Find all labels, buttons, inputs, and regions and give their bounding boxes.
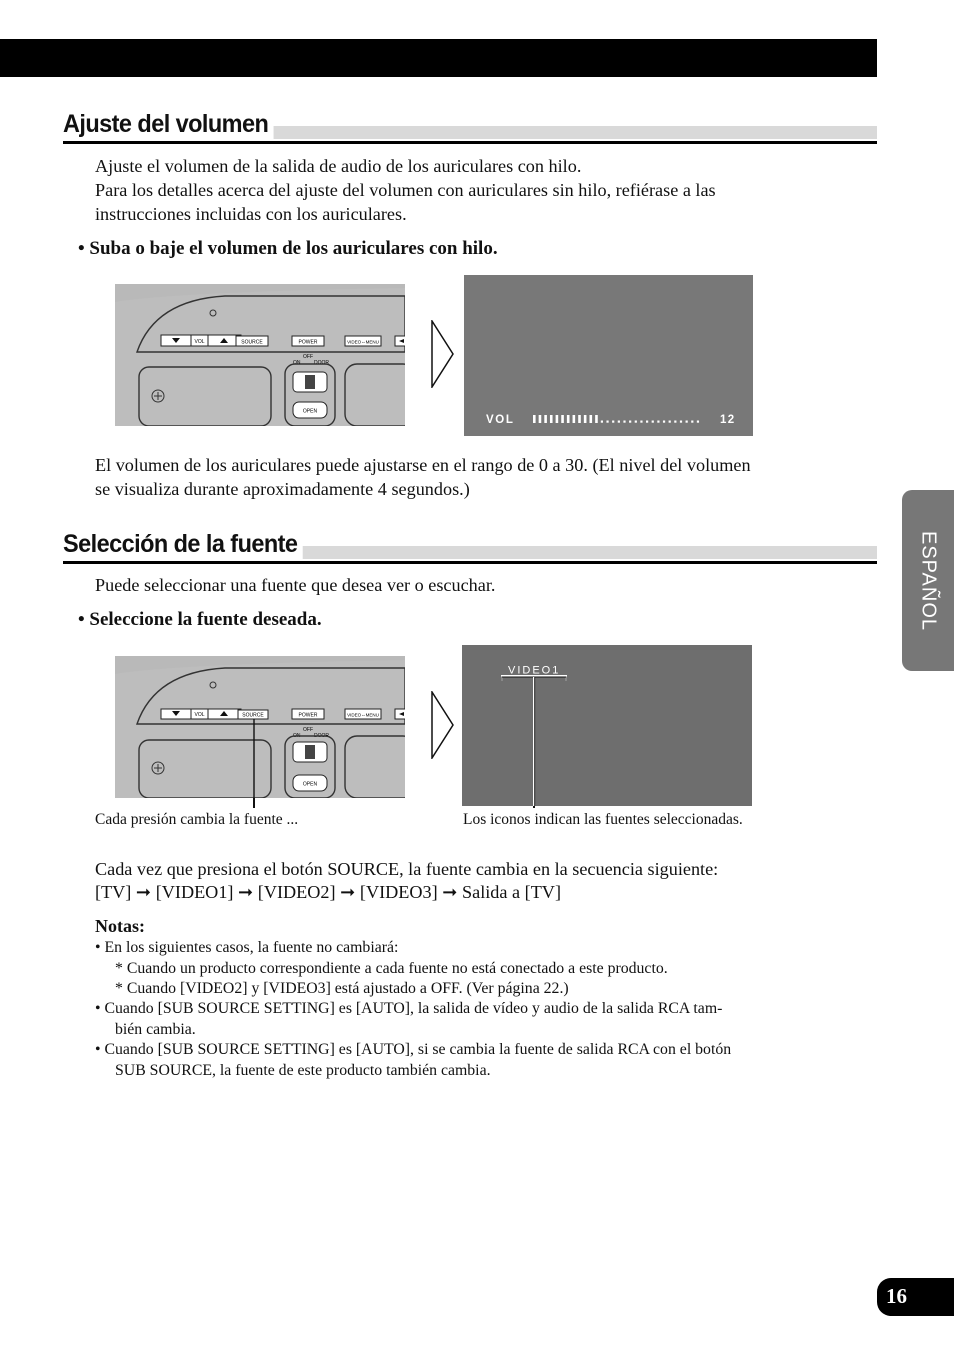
svg-text:VOL: VOL <box>194 339 205 345</box>
note-1b: * Cuando [VIDEO2] y [VIDEO3] está ajustado a OFF. (Ver página 22.) <box>115 980 569 997</box>
caption-icons-indicate-source: Los iconos indican las fuentes seleccionadas. <box>463 811 743 828</box>
volume-bar-filled-tick <box>539 415 542 423</box>
volume-bar-filled-tick <box>544 415 547 423</box>
volume-bar-empty-dot <box>680 421 682 423</box>
volume-display-label: VOL <box>486 414 515 426</box>
volume-bar-empty-dot <box>669 421 671 423</box>
volume-bar-empty-dot <box>612 421 614 423</box>
svg-text:SOURCE: SOURCE <box>242 712 264 719</box>
volume-bar-filled-tick <box>578 415 581 423</box>
volume-bar-empty-dot <box>697 421 699 423</box>
note-2-line1: • Cuando [SUB SOURCE SETTING] es [AUTO], la salida de vídeo y audio de la salida RCA tam- <box>95 1000 723 1017</box>
svg-text:VIDEO⇔MENU: VIDEO⇔MENU <box>347 339 379 345</box>
svg-text:ON: ON <box>293 360 301 366</box>
svg-text:POWER: POWER <box>298 339 318 346</box>
section-title-volume: Ajuste del volumen <box>63 110 274 139</box>
svg-text:OPEN: OPEN <box>302 781 318 788</box>
volume-bar-empty-dot <box>629 421 631 423</box>
svg-text:OPEN: OPEN <box>302 408 318 415</box>
volume-bar-empty-dot <box>618 421 620 423</box>
arrow-right-icon <box>431 320 455 388</box>
volume-intro-line1: Ajuste el volumen de la salida de audio de los auriculares con hilo. <box>95 156 582 176</box>
notes-title: Notas: <box>95 916 145 936</box>
source-sequence-line1: Cada vez que presiona el botón SOURCE, la fuente cambia en la secuencia siguiente: <box>95 859 719 879</box>
svg-text:SOURCE: SOURCE <box>241 339 263 346</box>
device-panel-illustration-2 <box>115 656 405 798</box>
language-side-tab <box>902 490 954 671</box>
svg-text:DOOR: DOOR <box>314 360 329 366</box>
volume-bar-empty-dot <box>646 421 648 423</box>
volume-intro-line2: Para los detalles acerca del ajuste del volumen con auriculares sin hilo, refiérase a las <box>95 180 716 200</box>
volume-bar-empty-dot <box>635 421 637 423</box>
volume-bar-empty-dot <box>674 421 676 423</box>
note-1: • En los siguientes casos, la fuente no cambiará: <box>95 939 399 956</box>
volume-bar-empty-dot <box>657 421 659 423</box>
section-title-source: Selección de la fuente <box>63 530 303 559</box>
note-2-line2: bién cambia. <box>115 1021 196 1038</box>
volume-instruction-bullet: • Suba o baje el volumen de los auriculares con hilo. <box>78 238 498 259</box>
source-display-screen <box>462 645 752 806</box>
note-1a: * Cuando un producto correspondiente a cada fuente no está conectado a este producto. <box>115 960 668 977</box>
caption-press-changes-source: Cada presión cambia la fuente ... <box>95 811 299 828</box>
volume-bar-empty-dot <box>640 421 642 423</box>
volume-bar-filled-tick <box>556 415 559 423</box>
callout-line-left <box>253 798 255 808</box>
volume-bar-empty-dot <box>601 421 603 423</box>
svg-text:DOOR: DOOR <box>314 733 329 739</box>
volume-range-line1: El volumen de los auriculares puede ajustarse en el rango de 0 a 30. (El nivel del volumen <box>95 455 751 475</box>
top-header-bar <box>0 39 877 77</box>
svg-text:ON: ON <box>293 733 301 739</box>
note-3-line2: SUB SOURCE, la fuente de este producto también cambia. <box>115 1062 491 1079</box>
volume-level-bar <box>533 415 699 423</box>
volume-bar-filled-tick <box>584 415 587 423</box>
device-panel-illustration-1 <box>115 284 405 426</box>
volume-display-value: 12 <box>720 414 736 426</box>
note-3-line1: • Cuando [SUB SOURCE SETTING] es [AUTO], si se cambia la fuente de salida RCA con el botón <box>95 1041 732 1058</box>
volume-intro-line3: instrucciones incluidas con los auriculares. <box>95 204 407 224</box>
callout-line-right <box>533 806 535 808</box>
arrow-right-icon <box>431 691 455 759</box>
volume-display-screen <box>464 275 753 436</box>
volume-bar-empty-dot <box>623 421 625 423</box>
volume-bar-filled-tick <box>573 415 576 423</box>
section-heading-volume <box>63 110 877 144</box>
volume-bar-empty-dot <box>606 421 608 423</box>
svg-text:VIDEO⇔MENU: VIDEO⇔MENU <box>347 712 379 718</box>
volume-bar-filled-tick <box>550 415 553 423</box>
page-number: 16 <box>886 1284 907 1308</box>
volume-bar-filled-tick <box>533 415 536 423</box>
volume-bar-empty-dot <box>686 421 688 423</box>
svg-text:VOL: VOL <box>194 712 205 718</box>
source-display-label: VIDEO1 <box>508 664 561 677</box>
svg-text:OFF: OFF <box>303 354 313 360</box>
section-heading-source <box>63 530 877 564</box>
source-intro-line: Puede seleccionar una fuente que desea ver o escuchar. <box>95 575 496 595</box>
svg-text:POWER: POWER <box>298 712 318 719</box>
volume-bar-empty-dot <box>652 421 654 423</box>
volume-bar-empty-dot <box>691 421 693 423</box>
source-sequence-line2: [TV] ➞ [VIDEO1] ➞ [VIDEO2] ➞ [VIDEO3] ➞ Salida a [TV] <box>95 882 562 902</box>
volume-bar-filled-tick <box>590 415 593 423</box>
volume-bar-filled-tick <box>567 415 570 423</box>
volume-range-line2: se visualiza durante aproximadamente 4 segundos.) <box>95 479 470 499</box>
page-number-tab <box>877 1278 954 1316</box>
source-instruction-bullet: • Seleccione la fuente deseada. <box>78 609 322 630</box>
volume-bar-empty-dot <box>663 421 665 423</box>
volume-bar-filled-tick <box>595 415 598 423</box>
volume-bar-filled-tick <box>561 415 564 423</box>
svg-text:OFF: OFF <box>303 727 313 733</box>
language-side-tab-label: ESPAÑOL <box>917 530 940 631</box>
